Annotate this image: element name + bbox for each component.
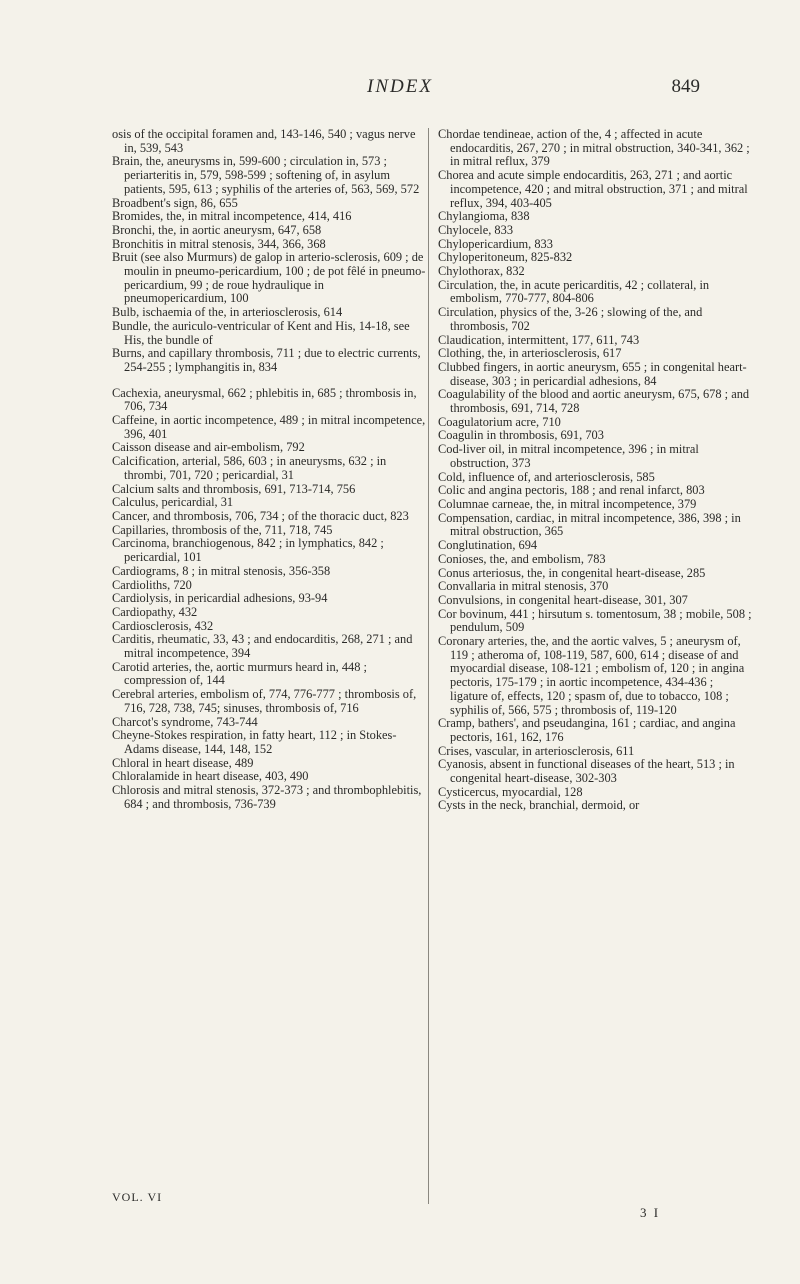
index-entry: Calculus, pericardial, 31	[112, 495, 234, 510]
page-number: 849	[671, 76, 700, 97]
index-entry: Calcium salts and thrombosis, 691, 713-714, 756	[112, 481, 356, 496]
index-entry: Compensation, cardiac, in mitral incompetence, 386, 398 ; in mitral obstruction, 365	[438, 510, 741, 539]
index-entry: Crises, vascular, in arteriosclerosis, 611	[438, 743, 635, 758]
index-entry: Carditis, rheumatic, 33, 43 ; and endocarditis, 268, 271 ; and mitral incompetence, 394	[112, 632, 413, 661]
index-entry: Chylothorax, 832	[438, 264, 525, 279]
index-entry: Chylocele, 833	[438, 222, 514, 237]
index-entry: Charcot's syndrome, 743-744	[112, 714, 258, 729]
index-entry: Bundle, the auriculo-ventricular of Kent and His, 14-18, see His, the bundle of	[112, 318, 410, 347]
index-entry: Colic and angina pectoris, 188 ; and renal infarct, 803	[438, 483, 705, 498]
index-entry: Cor bovinum, 441 ; hirsutum s. tomentosum, 38 ; mobile, 508 ; pendulum, 509	[438, 606, 752, 635]
page-title: INDEX	[367, 76, 433, 97]
index-entry: Chordae tendineae, action of the, 4 ; affected in acute endocarditis, 267, 270 ; in mitral obstruction, 340-341, 362 ; in mitral reflux, 379	[438, 127, 750, 169]
index-entry: Claudication, intermittent, 177, 611, 743	[438, 332, 640, 347]
index-entry: Coronary arteries, the, and the aortic valves, 5 ; aneurysm of, 119 ; atheroma of, 108-119, 587, 600, 614 ; disease of and myocardial disease, 108-121 ; embolism of, 120 ; in angina pectoris, 175-179 ; in aortic incompetence, 434-436 ; ligature of, effects, 120 ; spasm of, due to tobacco, 108 ; syphilis of, 566, 575 ; thrombosis of, 119-120	[438, 634, 745, 717]
index-entry: Caffeine, in aortic incompetence, 489 ; in mitral incompetence, 396, 401	[112, 413, 426, 441]
index-entry: Calcification, arterial, 586, 603 ; in aneurysms, 632 ; in thrombi, 701, 720 ; pericardial, 31	[112, 454, 387, 482]
index-entry: Cardiograms, 8 ; in mitral stenosis, 356-358	[112, 563, 331, 578]
index-entry: Carotid arteries, the, aortic murmurs heard in, 448 ; compression of, 144	[112, 659, 367, 688]
index-entry: osis of the occipital foramen and, 143-146, 540 ; vagus nerve in, 539, 543	[112, 127, 416, 155]
volume-label: VOL. VI	[112, 1190, 163, 1204]
index-entry: Cramp, bathers', and pseudangina, 161 ; cardiac, and angina pectoris, 161, 162, 176	[438, 716, 736, 744]
column-divider	[428, 128, 429, 1204]
index-entry: Circulation, the, in acute pericarditis, 42 ; collateral, in embolism, 770-777, 804-806	[438, 277, 710, 306]
index-entry: Capillaries, thrombosis of the, 711, 718, 745	[112, 522, 333, 537]
index-entry: Clothing, the, in arteriosclerosis, 617	[438, 346, 622, 361]
index-entry: Chyloperitoneum, 825-832	[438, 250, 573, 265]
index-entry: Broadbent's sign, 86, 655	[112, 195, 238, 210]
index-entry: Burns, and capillary thrombosis, 711 ; due to electric currents, 254-255 ; lymphangitis in, 834	[112, 346, 421, 374]
index-entry: Cardiolysis, in pericardial adhesions, 93-94	[112, 591, 328, 606]
index-entry: Chlorosis and mitral stenosis, 372-373 ; and thrombophlebitis, 684 ; and thrombosis, 736-739	[112, 783, 422, 811]
index-entry: Chloralamide in heart disease, 403, 490	[112, 769, 309, 784]
index-entry: Chorea and acute simple endocarditis, 263, 271 ; and aortic incompetence, 420 ; and mitral obstruction, 371 ; and mitral reflux, 394, 403-405	[438, 168, 748, 210]
index-entry: Bronchi, the, in aortic aneurysm, 647, 658	[112, 222, 322, 237]
index-entry: Cerebral arteries, embolism of, 774, 776-777 ; thrombosis of, 716, 728, 738, 745; sinuses, thrombosis of, 716	[112, 687, 417, 715]
index-entry: Cysticercus, myocardial, 128	[438, 784, 583, 799]
index-entry: Bromides, the, in mitral incompetence, 414, 416	[112, 209, 352, 224]
index-entry: Cardiopathy, 432	[112, 604, 198, 619]
index-entry: Conglutination, 694	[438, 538, 538, 553]
index-entry: Bruit (see also Murmurs) de galop in arterio-sclerosis, 609 ; de moulin in pneumo-pericardium, 100 ; de pot fêlé in pneumo-pericardium, 99 ; de roue hydraulique in pneumopericardium, 100	[112, 250, 426, 306]
index-entry: Cold, influence of, and arteriosclerosis, 585	[438, 469, 655, 484]
index-entry: Cachexia, aneurysmal, 662 ; phlebitis in, 685 ; thrombosis in, 706, 734	[112, 385, 417, 414]
index-entry: Coagulin in thrombosis, 691, 703	[438, 428, 604, 443]
index-entry: Chylangioma, 838	[438, 209, 530, 224]
index-entry: Clubbed fingers, in aortic aneurysm, 655 ; in congenital heart-disease, 303 ; in pericardial adhesions, 84	[438, 359, 747, 388]
index-entry: Brain, the, aneurysms in, 599-600 ; circulation in, 573 ; periarteritis in, 579, 598-599 ; softening of, in asylum patients, 595, 613 ; syphilis of the arteries of, 563, 569, 572	[112, 154, 420, 196]
index-entry: Cysts in the neck, branchial, dermoid, or	[438, 798, 640, 813]
index-entry: Chylopericardium, 833	[438, 236, 553, 251]
running-head	[0, 76, 800, 104]
index-entry: Coagulatorium acre, 710	[438, 414, 561, 429]
index-entry: Cardioliths, 720	[112, 577, 192, 592]
index-entry: Chloral in heart disease, 489	[112, 755, 254, 770]
index-entry: Columnae carneae, the, in mitral incompetence, 379	[438, 496, 697, 511]
index-entry: Convallaria in mitral stenosis, 370	[438, 579, 609, 594]
index-entry: Caisson disease and air-embolism, 792	[112, 440, 305, 455]
index-entry: Carcinoma, branchiogenous, 842 ; in lymphatics, 842 ; pericardial, 101	[112, 536, 384, 565]
index-entry: Bulb, ischaemia of the, in arteriosclerosis, 614	[112, 305, 343, 320]
index-entry: Cheyne-Stokes respiration, in fatty heart, 112 ; in Stokes-Adams disease, 144, 148, 152	[112, 728, 397, 756]
index-column-right	[438, 128, 754, 813]
index-entry: Cod-liver oil, in mitral incompetence, 396 ; in mitral obstruction, 373	[438, 442, 699, 470]
signature-mark: 3 I	[640, 1205, 661, 1220]
index-entry: Conus arteriosus, the, in congenital heart-disease, 285	[438, 565, 706, 580]
index-entry: Coagulability of the blood and aortic aneurysm, 675, 678 ; and thrombosis, 691, 714, 728	[438, 387, 750, 416]
index-entry: Cardiosclerosis, 432	[112, 618, 214, 633]
index-entry: Convulsions, in congenital heart-disease, 301, 307	[438, 592, 688, 607]
index-column-left	[112, 128, 428, 811]
index-entry: Cyanosis, absent in functional diseases of the heart, 513 ; in congenital heart-disease, 302-303	[438, 757, 735, 786]
index-entry: Conioses, the, and embolism, 783	[438, 551, 606, 566]
index-entry: Bronchitis in mitral stenosis, 344, 366, 368	[112, 236, 326, 251]
index-entry: Circulation, physics of the, 3-26 ; slowing of the, and thrombosis, 702	[438, 305, 703, 333]
index-entry: Cancer, and thrombosis, 706, 734 ; of the thoracic duct, 823	[112, 508, 409, 523]
